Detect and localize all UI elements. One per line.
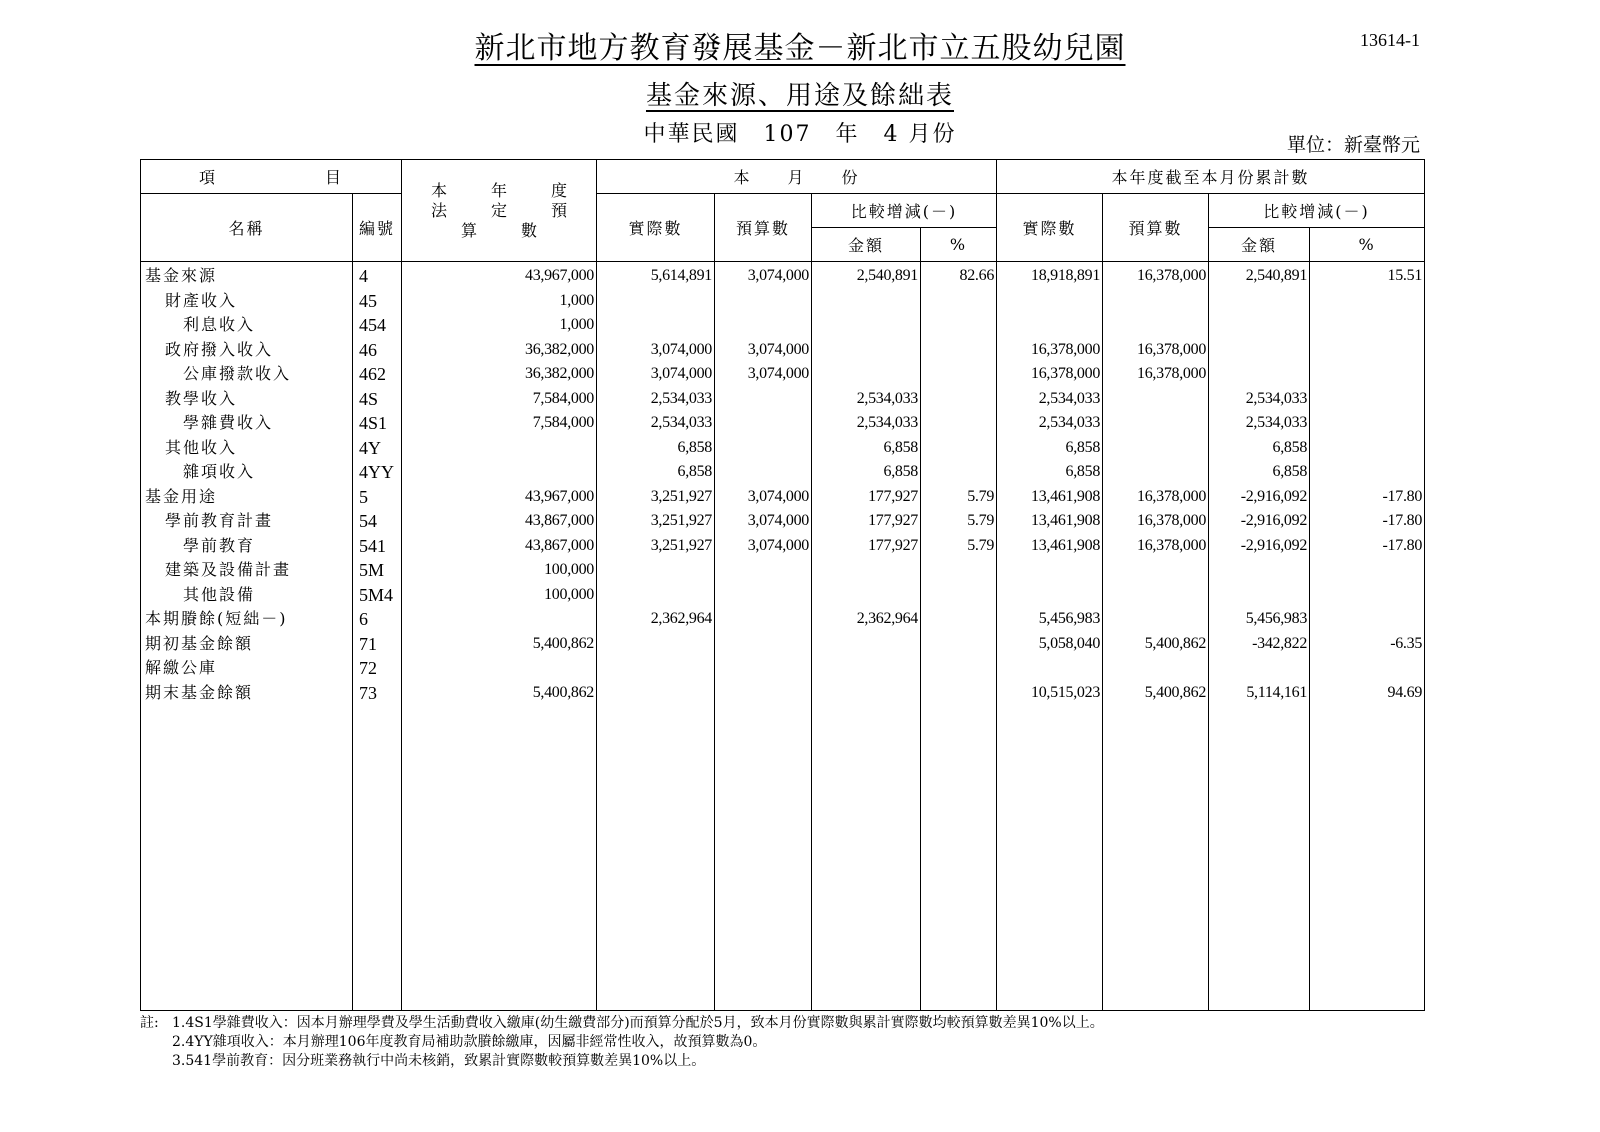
ytd-actual-cell: 16,378,000 <box>997 362 1103 387</box>
ytd-actual-cell: 6,858 <box>997 436 1103 461</box>
row-code: 4 <box>353 262 402 289</box>
month-actual-cell: 3,074,000 <box>597 338 715 363</box>
month-diff-percent-cell <box>921 460 997 485</box>
table-row <box>141 289 1425 314</box>
filler-cell <box>597 705 715 1011</box>
filler-cell <box>1209 705 1310 1011</box>
row-code: 54 <box>353 509 402 534</box>
ytd-actual-cell: 13,461,908 <box>997 534 1103 559</box>
month-diff-amount-cell <box>812 681 921 706</box>
month-budget-cell <box>715 411 812 436</box>
legal-budget-cell: 1,000 <box>402 289 597 314</box>
table-row <box>141 411 1425 436</box>
name-header: 名稱 <box>141 194 353 262</box>
month-budget-cell <box>715 681 812 706</box>
month-actual-cell: 2,534,033 <box>597 387 715 412</box>
month-budget-cell <box>715 460 812 485</box>
month-actual-cell <box>597 681 715 706</box>
ytd-diff-percent-cell: -17.80 <box>1310 485 1425 510</box>
row-name: 雜項收入 <box>141 460 353 485</box>
month-diff-amount-cell <box>812 558 921 583</box>
ytd-actual-cell: 5,456,983 <box>997 607 1103 632</box>
ytd-diff-percent-cell <box>1310 387 1425 412</box>
month-diff-percent-cell <box>921 583 997 608</box>
month-budget-cell <box>715 632 812 657</box>
ytd-actual-cell: 2,534,033 <box>997 387 1103 412</box>
ytd-budget-cell: 16,378,000 <box>1103 362 1209 387</box>
report-period: 中華民國 107 年 4 月份 <box>643 122 957 147</box>
filler-cell <box>1310 705 1425 1011</box>
ytd-diff-amount-cell: 6,858 <box>1209 460 1310 485</box>
month-diff-amount-cell: 2,534,033 <box>812 411 921 436</box>
ytd-budget-cell <box>1103 411 1209 436</box>
legal-budget-cell: 100,000 <box>402 583 597 608</box>
ytd-diff-amount-cell: 5,114,161 <box>1209 681 1310 706</box>
legal-budget-header-line1: 本 年 度 <box>431 180 582 200</box>
month-diff-percent-cell <box>921 313 997 338</box>
ytd-group-header: 本年度截至本月份累計數 <box>997 160 1425 194</box>
currency-unit: 單位：新臺幣元 <box>1286 134 1420 156</box>
note-item <box>140 1033 1430 1052</box>
ytd-actual-cell: 13,461,908 <box>997 485 1103 510</box>
month-budget-cell <box>715 656 812 681</box>
table-row <box>141 313 1425 338</box>
month-diff-percent-cell <box>921 289 997 314</box>
month-diff-percent-cell <box>921 558 997 583</box>
month-budget-cell <box>715 387 812 412</box>
row-code: 5M <box>353 558 402 583</box>
legal-budget-cell <box>402 436 597 461</box>
table-row <box>141 632 1425 657</box>
ytd-budget-cell <box>1103 313 1209 338</box>
month-diff-percent-cell <box>921 387 997 412</box>
ytd-diff-amount-cell: -342,822 <box>1209 632 1310 657</box>
month-budget-cell <box>715 558 812 583</box>
month-budget-cell <box>715 289 812 314</box>
row-name: 學前教育計畫 <box>141 509 353 534</box>
note-text: 2.4YY雜項收入：本月辦理106年度教育局補助款賸餘繳庫，因屬非經常性收入，故預算數為0。 <box>172 1034 767 1050</box>
row-name: 本期賸餘(短絀－) <box>141 607 353 632</box>
row-name: 其他設備 <box>141 583 353 608</box>
table-row <box>141 436 1425 461</box>
filler-cell <box>812 705 921 1011</box>
row-code: 72 <box>353 656 402 681</box>
ytd-budget-cell <box>1103 583 1209 608</box>
row-code: 71 <box>353 632 402 657</box>
row-code: 5M4 <box>353 583 402 608</box>
row-code: 541 <box>353 534 402 559</box>
month-diff-amount-cell <box>812 289 921 314</box>
row-code: 4Y <box>353 436 402 461</box>
ytd-budget-cell <box>1103 436 1209 461</box>
ytd-diff-amount-cell <box>1209 289 1310 314</box>
month-diff-amount-cell: 2,362,964 <box>812 607 921 632</box>
ytd-diff-amount-cell: -2,916,092 <box>1209 509 1310 534</box>
row-name: 教學收入 <box>141 387 353 412</box>
month-diff-percent-cell <box>921 362 997 387</box>
ytd-diff-percent-cell <box>1310 436 1425 461</box>
table-row <box>141 583 1425 608</box>
table-row <box>141 362 1425 387</box>
month-diff-amount-cell: 177,927 <box>812 509 921 534</box>
ytd-diff-percent-cell <box>1310 313 1425 338</box>
row-code: 4S <box>353 387 402 412</box>
ytd-budget-cell <box>1103 558 1209 583</box>
ytd-actual-cell <box>997 313 1103 338</box>
row-name: 政府撥入收入 <box>141 338 353 363</box>
filler-cell <box>402 705 597 1011</box>
ytd-diff-amount-cell <box>1209 558 1310 583</box>
month-diff-percent-cell <box>921 681 997 706</box>
row-name: 財產收入 <box>141 289 353 314</box>
ytd-diff-percent-cell: 15.51 <box>1310 262 1425 289</box>
month-actual-cell <box>597 632 715 657</box>
ytd-actual-cell: 6,858 <box>997 460 1103 485</box>
note-item <box>140 1014 1430 1033</box>
note-text: 1.4S1學雜費收入：因本月辦理學費及學生活動費收入繳庫(幼生繳費部分)而預算分配於5月，致本月份實際數與累計實際數均較預算數差異10%以上。 <box>172 1015 1104 1031</box>
month-diff-percent-cell: 5.79 <box>921 534 997 559</box>
row-code: 454 <box>353 313 402 338</box>
ytd-actual-cell <box>997 583 1103 608</box>
row-code: 462 <box>353 362 402 387</box>
filler-cell <box>1103 705 1209 1011</box>
ytd-budget-cell <box>1103 460 1209 485</box>
month-actual-cell: 2,362,964 <box>597 607 715 632</box>
month-actual-cell: 6,858 <box>597 460 715 485</box>
ytd-budget-cell <box>1103 289 1209 314</box>
row-name: 期末基金餘額 <box>141 681 353 706</box>
month-diff-amount-cell: 2,540,891 <box>812 262 921 289</box>
month-diff-percent-cell <box>921 607 997 632</box>
month-actual-cell <box>597 656 715 681</box>
legal-budget-cell: 36,382,000 <box>402 338 597 363</box>
note-item <box>140 1052 1430 1071</box>
ytd-actual-cell: 16,378,000 <box>997 338 1103 363</box>
ytd-diff-percent-cell <box>1310 460 1425 485</box>
month-budget-cell: 3,074,000 <box>715 509 812 534</box>
ytd-actual-cell <box>997 289 1103 314</box>
ytd-diff-percent-cell <box>1310 362 1425 387</box>
ytd-budget-cell: 5,400,862 <box>1103 632 1209 657</box>
legal-budget-cell <box>402 607 597 632</box>
month-actual-cell: 2,534,033 <box>597 411 715 436</box>
month-diff-amount-cell <box>812 632 921 657</box>
month-diff-amount-cell: 6,858 <box>812 460 921 485</box>
ytd-diff-amount-cell <box>1209 338 1310 363</box>
row-name: 公庫撥款收入 <box>141 362 353 387</box>
ytd-actual-cell: 2,534,033 <box>997 411 1103 436</box>
month-actual-cell: 5,614,891 <box>597 262 715 289</box>
month-actual-cell <box>597 583 715 608</box>
legal-budget-header <box>402 160 612 262</box>
legal-budget-cell <box>402 460 597 485</box>
table-row <box>141 558 1425 583</box>
fund-statement-table <box>140 159 1425 1011</box>
month-budget-cell: 3,074,000 <box>715 338 812 363</box>
month-actual-cell: 3,251,927 <box>597 509 715 534</box>
ytd-diff-percent-cell: -17.80 <box>1310 509 1425 534</box>
row-code: 46 <box>353 338 402 363</box>
ytd-actual-cell <box>997 558 1103 583</box>
row-name: 利息收入 <box>141 313 353 338</box>
ytd-diff-percent-cell <box>1310 607 1425 632</box>
ytd-diff-percent-cell: 94.69 <box>1310 681 1425 706</box>
month-budget-cell <box>715 436 812 461</box>
legal-budget-cell: 7,584,000 <box>402 387 597 412</box>
ytd-budget-cell: 16,378,000 <box>1103 262 1209 289</box>
ytd-diff-percent-cell <box>1310 558 1425 583</box>
ytd-budget-cell: 16,378,000 <box>1103 534 1209 559</box>
month-diff-percent-cell <box>921 411 997 436</box>
month-actual-cell <box>597 313 715 338</box>
ytd-diff-percent-cell <box>1310 656 1425 681</box>
month-diff-amount-cell: 2,534,033 <box>812 387 921 412</box>
ytd-budget-cell: 16,378,000 <box>1103 485 1209 510</box>
table-row <box>141 681 1425 706</box>
ytd-diff-percent-cell <box>1310 338 1425 363</box>
month-group-header: 本 月 份 <box>597 160 997 194</box>
month-diff-percent-cell <box>921 436 997 461</box>
month-actual-cell: 3,251,927 <box>597 534 715 559</box>
legal-budget-cell: 5,400,862 <box>402 632 597 657</box>
ytd-diff-percent-cell <box>1310 411 1425 436</box>
ytd-actual-cell: 10,515,023 <box>997 681 1103 706</box>
legal-budget-cell: 1,000 <box>402 313 597 338</box>
month-compare-header: 比較增減(－) <box>812 194 997 228</box>
item-header: 項 目 <box>141 160 402 194</box>
month-budget-cell: 3,074,000 <box>715 262 812 289</box>
row-name: 學前教育 <box>141 534 353 559</box>
month-diff-amount-cell <box>812 313 921 338</box>
code-header: 編號 <box>353 194 402 262</box>
ytd-budget-cell <box>1103 387 1209 412</box>
ytd-diff-percent-cell: -17.80 <box>1310 534 1425 559</box>
month-budget-cell <box>715 583 812 608</box>
row-code: 45 <box>353 289 402 314</box>
table-row <box>141 262 1425 289</box>
month-diff-amount-cell: 6,858 <box>812 436 921 461</box>
ytd-amount-header: 金額 <box>1209 228 1310 262</box>
legal-budget-cell: 43,867,000 <box>402 534 597 559</box>
ytd-diff-amount-cell: 6,858 <box>1209 436 1310 461</box>
ytd-budget-cell: 5,400,862 <box>1103 681 1209 706</box>
filler-cell <box>715 705 812 1011</box>
ytd-diff-percent-cell: -6.35 <box>1310 632 1425 657</box>
month-diff-amount-cell <box>812 656 921 681</box>
month-budget-header: 預算數 <box>715 194 812 262</box>
legal-budget-cell: 43,867,000 <box>402 509 597 534</box>
ytd-budget-header: 預算數 <box>1103 194 1209 262</box>
table-row <box>141 509 1425 534</box>
filler-cell <box>997 705 1103 1011</box>
row-code: 73 <box>353 681 402 706</box>
ytd-diff-percent-cell <box>1310 289 1425 314</box>
row-name: 學雜費收入 <box>141 411 353 436</box>
month-diff-percent-cell <box>921 632 997 657</box>
ytd-budget-cell <box>1103 656 1209 681</box>
table-row <box>141 607 1425 632</box>
note-text: 3.541學前教育：因分班業務執行中尚未核銷，致累計實際數較預算數差異10%以上。 <box>172 1053 706 1069</box>
legal-budget-cell: 7,584,000 <box>402 411 597 436</box>
month-diff-percent-cell: 5.79 <box>921 509 997 534</box>
notes-label: 註: <box>140 1015 159 1031</box>
table-row <box>141 534 1425 559</box>
month-diff-percent-cell: 5.79 <box>921 485 997 510</box>
ytd-compare-header: 比較增減(－) <box>1209 194 1425 228</box>
month-diff-percent-cell: 82.66 <box>921 262 997 289</box>
month-diff-amount-cell: 177,927 <box>812 485 921 510</box>
ytd-actual-cell: 18,918,891 <box>997 262 1103 289</box>
filler-cell <box>353 705 402 1011</box>
ytd-budget-cell: 16,378,000 <box>1103 338 1209 363</box>
row-name: 建築及設備計畫 <box>141 558 353 583</box>
ytd-actual-header: 實際數 <box>997 194 1103 262</box>
row-code: 5 <box>353 485 402 510</box>
month-budget-cell: 3,074,000 <box>715 485 812 510</box>
month-actual-header: 實際數 <box>597 194 715 262</box>
month-diff-amount-cell <box>812 338 921 363</box>
table-row <box>141 387 1425 412</box>
month-budget-cell <box>715 607 812 632</box>
legal-budget-cell <box>402 656 597 681</box>
row-code: 4S1 <box>353 411 402 436</box>
legal-budget-cell: 43,967,000 <box>402 485 597 510</box>
report-title: 新北市地方教育發展基金－新北市立五股幼兒園 <box>474 31 1126 66</box>
ytd-budget-cell <box>1103 607 1209 632</box>
empty-filler-row <box>141 705 1425 1011</box>
ytd-actual-cell: 5,058,040 <box>997 632 1103 657</box>
table-row <box>141 485 1425 510</box>
month-percent-header: % <box>921 228 997 262</box>
table-row <box>141 460 1425 485</box>
row-name: 基金用途 <box>141 485 353 510</box>
month-actual-cell: 6,858 <box>597 436 715 461</box>
table-row <box>141 338 1425 363</box>
ytd-diff-percent-cell <box>1310 583 1425 608</box>
row-code: 4YY <box>353 460 402 485</box>
month-budget-cell: 3,074,000 <box>715 362 812 387</box>
ytd-diff-amount-cell <box>1209 583 1310 608</box>
filler-cell <box>141 705 353 1011</box>
report-subtitle: 基金來源、用途及餘絀表 <box>645 81 954 111</box>
month-actual-cell <box>597 558 715 583</box>
month-budget-cell: 3,074,000 <box>715 534 812 559</box>
month-diff-amount-cell: 177,927 <box>812 534 921 559</box>
ytd-diff-amount-cell: -2,916,092 <box>1209 534 1310 559</box>
ytd-diff-amount-cell <box>1209 362 1310 387</box>
ytd-diff-amount-cell <box>1209 656 1310 681</box>
month-diff-amount-cell <box>812 362 921 387</box>
ytd-diff-amount-cell: 2,540,891 <box>1209 262 1310 289</box>
ytd-diff-amount-cell: -2,916,092 <box>1209 485 1310 510</box>
legal-budget-cell: 36,382,000 <box>402 362 597 387</box>
row-name: 基金來源 <box>141 262 353 289</box>
legal-budget-cell: 43,967,000 <box>402 262 597 289</box>
row-code: 6 <box>353 607 402 632</box>
month-actual-cell: 3,251,927 <box>597 485 715 510</box>
form-number: 13614-1 <box>1360 30 1420 50</box>
notes <box>140 1014 1430 1071</box>
ytd-budget-cell: 16,378,000 <box>1103 509 1209 534</box>
month-budget-cell <box>715 313 812 338</box>
month-diff-amount-cell <box>812 583 921 608</box>
table-body <box>141 262 1425 1011</box>
ytd-diff-amount-cell: 2,534,033 <box>1209 411 1310 436</box>
filler-cell <box>921 705 997 1011</box>
row-name: 解繳公庫 <box>141 656 353 681</box>
month-diff-percent-cell <box>921 338 997 363</box>
ytd-percent-header: % <box>1310 228 1425 262</box>
ytd-actual-cell: 13,461,908 <box>997 509 1103 534</box>
month-actual-cell <box>597 289 715 314</box>
ytd-diff-amount-cell: 2,534,033 <box>1209 387 1310 412</box>
table-row <box>141 656 1425 681</box>
row-name: 期初基金餘額 <box>141 632 353 657</box>
month-amount-header: 金額 <box>812 228 921 262</box>
ytd-diff-amount-cell: 5,456,983 <box>1209 607 1310 632</box>
month-diff-percent-cell <box>921 656 997 681</box>
row-name: 其他收入 <box>141 436 353 461</box>
ytd-diff-amount-cell <box>1209 313 1310 338</box>
legal-budget-header-line2: 法 定 預 算 數 <box>431 200 612 240</box>
legal-budget-cell: 5,400,862 <box>402 681 597 706</box>
ytd-actual-cell <box>997 656 1103 681</box>
month-actual-cell: 3,074,000 <box>597 362 715 387</box>
legal-budget-cell: 100,000 <box>402 558 597 583</box>
